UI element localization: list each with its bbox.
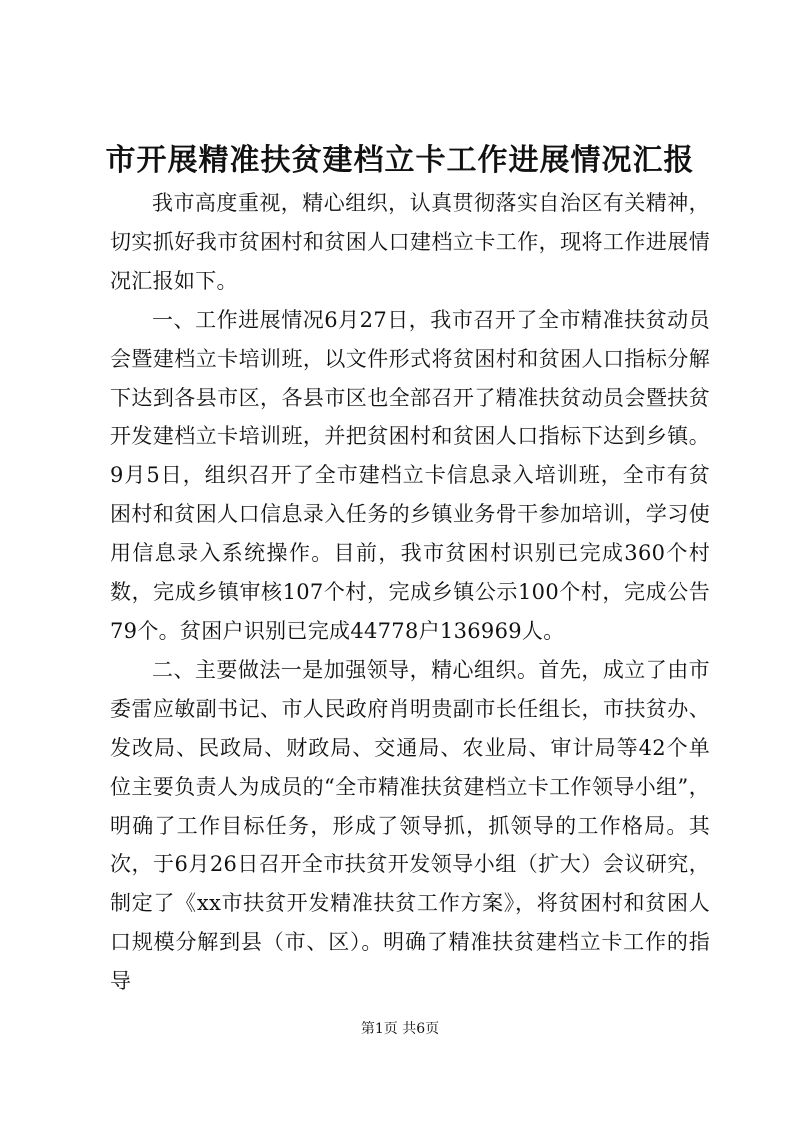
paragraph-intro: 我市高度重视，精心组织，认真贯彻落实自治区有关精神，切实抓好我市贫困村和贫困人口建档立卡工作，现将工作进展情况汇报如下。 bbox=[110, 191, 710, 293]
document-title: 市开展精准扶贫建档立卡工作进展情况汇报 bbox=[105, 143, 695, 178]
paragraph-measures: 二、主要做法一是加强领导，精心组织。首先，成立了由市委雷应敏副书记、市人民政府肖明贵副市长任组长，市扶贫办、发改局、民政局、财政局、交通局、农业局、审计局等42个单位主要负责人为成员的“全市精准扶贫建档立卡工作领导小组”，明确了工作目标任务，形成了领导抓，抓领导的工作格局。其次，于6月26日召开全市扶贫开发领导小组（扩大）会议研究，制定了《xx市扶贫开发精准扶贫工作方案》，将贫困村和贫困人口规模分解到县（市、区）。明确了精准扶贫建档立卡工作的指导 bbox=[110, 657, 710, 994]
paragraph-progress: 一、工作进展情况6月27日，我市召开了全市精准扶贫动员会暨建档立卡培训班，以文件形式将贫困村和贫困人口指标分解下达到各县市区，各县市区也全部召开了精准扶贫动员会暨扶贫开发建档立卡培训班，并把贫困村和贫困人口指标下达到乡镇。9月5日，组织召开了全市建档立卡信息录入培训班，全市有贫困村和贫困人口信息录入任务的乡镇业务骨干参加培训，学习使用信息录入系统操作。目前，我市贫困村识别已完成360个村数，完成乡镇审核107个村，完成乡镇公示100个村，完成公告79个。贫困户识别已完成44778户136969人。 bbox=[110, 307, 710, 643]
page-footer: 第1页 共6页 bbox=[360, 1021, 440, 1037]
document-body bbox=[110, 184, 710, 1001]
